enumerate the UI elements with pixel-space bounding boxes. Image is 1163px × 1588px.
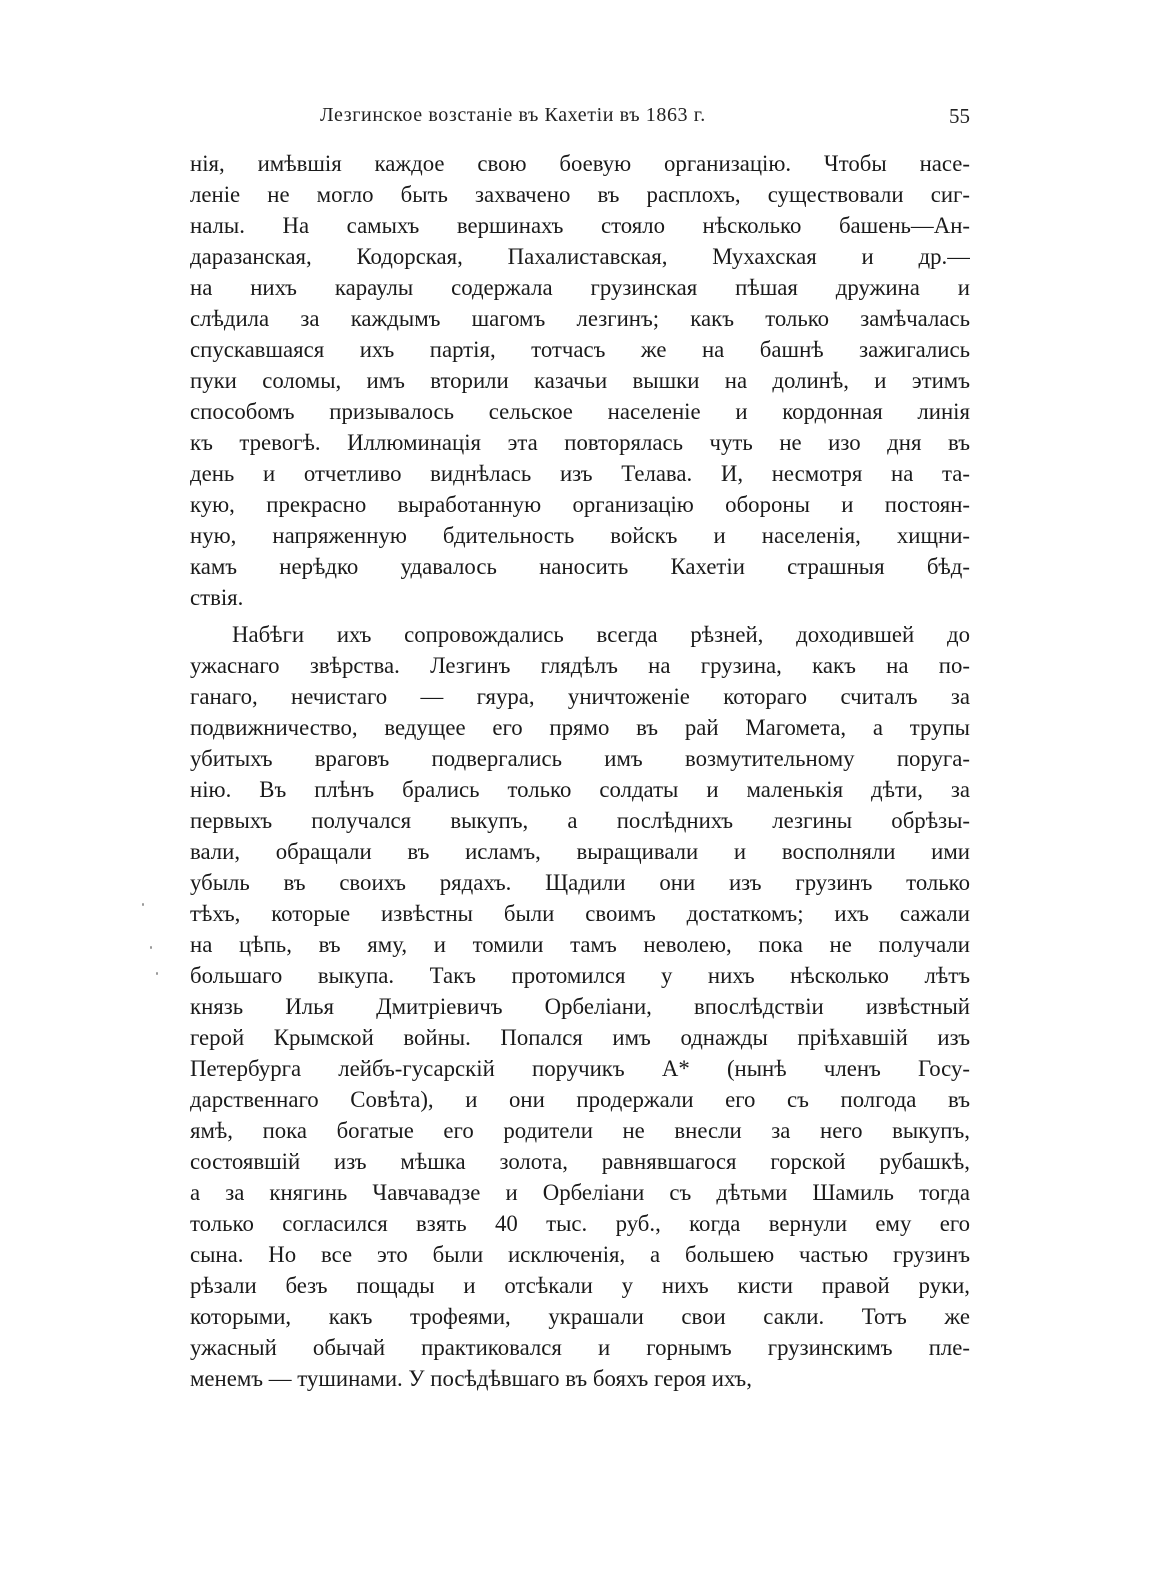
text-line: большаго выкупа. Такъ протомился у нихъ нѣсколько лѣтъ: [190, 963, 970, 988]
text-line: налы. На самыхъ вершинахъ стояло нѣсколько башень—Ан-: [190, 213, 970, 238]
text-line: леніе не могло быть захвачено въ расплохъ, существовали сиг-: [190, 182, 970, 207]
text-line: состоявшій изъ мѣшка золота, равнявшагося горской рубашкѣ,: [190, 1149, 970, 1174]
text-line: рѣзали безъ пощады и отсѣкали у нихъ кисти правой руки,: [190, 1273, 970, 1298]
text-line: только согласился взять 40 тыс. руб., когда вернули ему его: [190, 1211, 970, 1236]
text-line: вали, обращали въ исламъ, выращивали и восполняли ими: [190, 839, 970, 864]
text-line: ужасный обычай практиковался и горнымъ грузинскимъ пле-: [190, 1335, 970, 1360]
text-line: тѣхъ, которые извѣстны были своимъ достаткомъ; ихъ сажали: [190, 901, 970, 926]
text-line: которыми, какъ трофеями, украшали свои сакли. Тотъ же: [190, 1304, 970, 1329]
text-line: Набѣги ихъ сопровождались всегда рѣзней, доходившей до: [232, 622, 970, 647]
scan-speck: [156, 972, 158, 975]
running-title: Лезгинское возстаніе въ Кахетіи въ 1863 г.: [320, 104, 706, 126]
text-line: на цѣпь, въ яму, и томили тамъ неволею, пока не получали: [190, 932, 970, 957]
paragraph-2: [190, 619, 970, 1394]
text-line: дарственнаго Совѣта), и они продержали его съ полгода въ: [190, 1087, 970, 1112]
text-line: герой Крымской войны. Попался имъ однажды пріѣхавшій изъ: [190, 1025, 970, 1050]
text-line: а за княгинь Чавчавадзе и Орбеліани съ дѣтьми Шамиль тогда: [190, 1180, 970, 1205]
text-line: пуки соломы, имъ вторили казачьи вышки на долинѣ, и этимъ: [190, 368, 970, 393]
text-line: Петербурга лейбъ-гусарскій поручикъ А* (нынѣ членъ Госу-: [190, 1056, 970, 1081]
text-line: кую, прекрасно выработанную организацію обороны и постоян-: [190, 492, 970, 517]
text-line: князь Илья Дмитріевичъ Орбеліани, впослѣдствіи извѣстный: [190, 994, 970, 1019]
text-line: убитыхъ враговъ подвергались имъ возмутительному поруга-: [190, 746, 970, 771]
text-line: ужаснаго звѣрства. Лезгинъ глядѣлъ на грузина, какъ на по-: [190, 653, 970, 678]
text-line: ямѣ, пока богатые его родители не внесли за него выкупъ,: [190, 1118, 970, 1143]
text-line: способомъ призывалось сельское населеніе и кордонная линія: [190, 399, 970, 424]
text-line: первыхъ получался выкупъ, а послѣднихъ лезгины обрѣзы-: [190, 808, 970, 833]
text-line: ствія.: [190, 585, 244, 610]
scan-speck: [142, 903, 144, 906]
scan-speck: [150, 946, 152, 949]
text-line: ную, напряженную бдительность войскъ и населенія, хищни-: [190, 523, 970, 548]
running-header: [190, 104, 970, 134]
text-line: на нихъ караулы содержала грузинская пѣшая дружина и: [190, 275, 970, 300]
body-text: [190, 148, 970, 1394]
text-line: ганаго, нечистаго — гяура, уничтоженіе котораго считалъ за: [190, 684, 970, 709]
page-number: 55: [949, 104, 970, 128]
text-line: менемъ — тушинами. У посѣдѣвшаго въ бояхъ героя ихъ,: [190, 1366, 752, 1391]
text-line: нію. Въ плѣнъ брались только солдаты и маленькія дѣти, за: [190, 777, 970, 802]
text-line: къ тревогѣ. Иллюминація эта повторялась чуть не изо дня въ: [190, 430, 970, 455]
paragraph-1: [190, 148, 970, 613]
text-line: нія, имѣвшія каждое свою боевую организацію. Чтобы насе-: [190, 151, 970, 176]
text-line: даразанская, Кодорская, Пахалиставская, Мухахская и др.—: [190, 244, 970, 269]
text-line: спускавшаяся ихъ партія, тотчасъ же на башнѣ зажигались: [190, 337, 970, 362]
text-line: день и отчетливо виднѣлась изъ Телава. И, несмотря на та-: [190, 461, 970, 486]
text-line: подвижничество, ведущее его прямо въ рай Магомета, а трупы: [190, 715, 970, 740]
text-line: камъ нерѣдко удавалось наносить Кахетіи страшныя бѣд-: [190, 554, 970, 579]
text-line: убыль въ своихъ рядахъ. Щадили они изъ грузинъ только: [190, 870, 970, 895]
text-line: слѣдила за каждымъ шагомъ лезгинъ; какъ только замѣчалась: [190, 306, 970, 331]
text-line: сына. Но все это были исключенія, а большею частью грузинъ: [190, 1242, 970, 1267]
